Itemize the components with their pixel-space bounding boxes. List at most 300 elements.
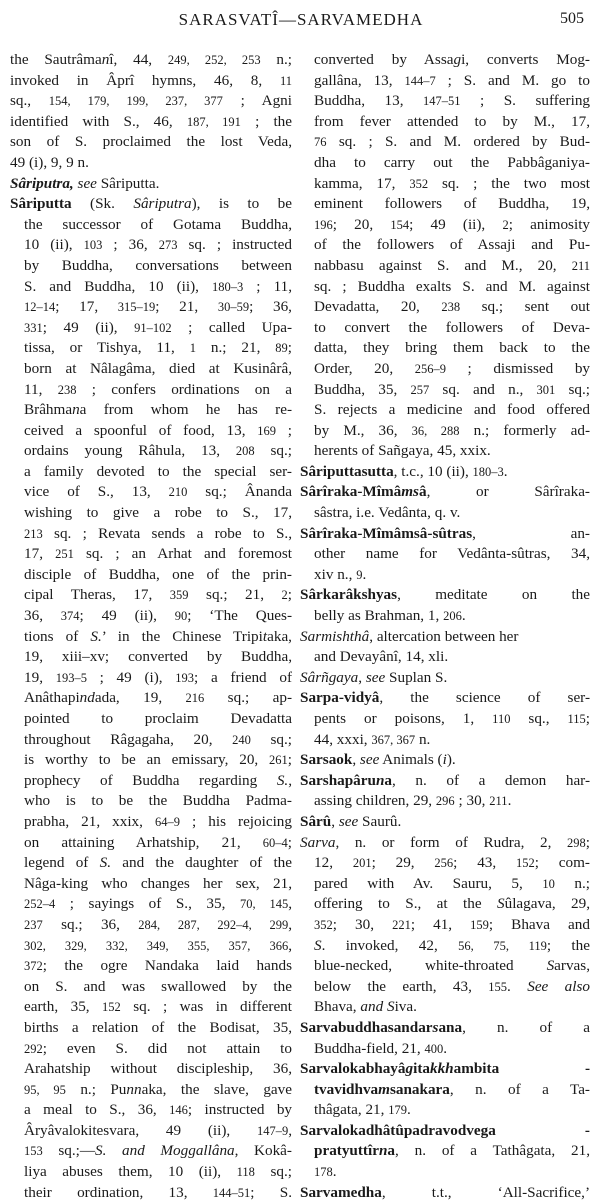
text-run: S. and Moggallâna	[95, 1142, 235, 1160]
text-run: , n. of a Tathâgata, 21,	[395, 1142, 590, 1160]
text-run: 249, 252, 253	[167, 53, 261, 67]
text-run: 36,	[24, 607, 61, 625]
index-line	[300, 1039, 590, 1060]
text-run: 10 (ii),	[24, 236, 84, 254]
text-run: vice of S., 13,	[24, 483, 169, 501]
text-run: Buddha, 13,	[314, 92, 424, 110]
text-run: kamma, 17,	[314, 174, 410, 192]
text-run: ; his rejoicing	[179, 812, 292, 830]
text-run: by Buddha, conversations between	[24, 256, 292, 274]
text-run: Order, 20,	[314, 359, 415, 377]
text-run: Sâriputra,	[10, 174, 74, 192]
text-run: 238	[57, 382, 77, 397]
text-run: 147–9	[256, 1123, 289, 1138]
index-line	[300, 524, 590, 545]
text-run: ; confers ordinations on a	[76, 380, 292, 398]
text-run: 359	[169, 588, 189, 603]
index-line	[300, 1059, 590, 1080]
text-run: 261	[269, 753, 288, 768]
text-run: .	[507, 977, 528, 995]
index-line	[300, 833, 590, 854]
text-run: 284, 287, 292–4, 299	[138, 917, 289, 932]
text-run: ana	[438, 1018, 463, 1036]
text-run: 301	[536, 382, 556, 397]
text-run: 153	[24, 1144, 43, 1159]
text-run: sâstra, i.e. Vedânta, q. v.	[314, 504, 461, 522]
text-run: 115	[567, 712, 586, 726]
text-run: .	[406, 1101, 411, 1119]
index-line	[10, 647, 292, 668]
text-run: Sârkarâkshyas	[300, 586, 398, 604]
text-run: 237	[24, 917, 43, 932]
text-run: 144–51	[212, 1185, 251, 1200]
index-line	[10, 524, 292, 545]
index-line	[300, 462, 590, 483]
index-line	[10, 1018, 292, 1039]
text-run: a	[384, 771, 393, 789]
text-run: ; 49 (ii),	[409, 215, 503, 233]
text-run: .	[443, 1039, 448, 1057]
text-run: 187, 191	[186, 114, 241, 129]
text-run: tions of	[24, 627, 91, 645]
text-run: 196	[314, 217, 333, 232]
index-line	[300, 1162, 590, 1183]
text-run: n.; 21,	[196, 339, 276, 357]
text-run: and Devayânî, 14, xli.	[314, 648, 449, 666]
text-run: ; com-	[534, 854, 590, 872]
text-run: , meditate on the	[397, 586, 590, 604]
text-run: 91–102	[134, 320, 172, 335]
text-run: Sârîraka-Mîmâmsâ-sûtras	[300, 524, 473, 542]
text-run: ms	[401, 483, 419, 501]
index-line	[10, 565, 292, 586]
text-run: ; the	[546, 936, 590, 954]
text-run: ; 49 (ii),	[79, 607, 175, 625]
text-run: 159	[470, 917, 489, 932]
text-run: sq.; ap-	[204, 689, 292, 707]
text-run: the successor of Gotama Buddha,	[24, 215, 292, 233]
index-line	[10, 132, 292, 153]
text-run: sq.,	[10, 92, 49, 110]
text-run: 56, 75, 119	[458, 938, 547, 953]
text-run: ñ	[321, 668, 329, 686]
index-line	[300, 853, 590, 874]
text-run: 152	[102, 1000, 121, 1015]
text-run: , n. of a Ta-	[449, 1080, 590, 1098]
text-run: 400	[424, 1041, 444, 1056]
index-line	[300, 668, 590, 689]
text-run: ,	[288, 936, 292, 954]
text-run: ; 49 (ii),	[42, 318, 135, 336]
index-line	[300, 956, 590, 977]
text-run: aka, the slave, gave	[141, 1080, 292, 1098]
text-run: 211	[489, 794, 508, 809]
text-run: .	[461, 607, 466, 625]
text-run: 144–7	[404, 73, 436, 88]
text-run: S. rejects a medicine and food offered	[314, 401, 590, 419]
index-line	[10, 482, 292, 503]
text-run: ,	[288, 771, 292, 789]
text-run: ; S. suffering	[460, 92, 590, 110]
index-line	[300, 812, 590, 833]
text-run: Sarmish	[300, 627, 350, 645]
index-line	[300, 482, 590, 503]
text-run: i, converts Mog-	[461, 51, 590, 68]
text-run: ;	[287, 751, 292, 769]
index-line	[300, 647, 590, 668]
text-run: 221	[392, 917, 411, 932]
text-run: 10	[542, 876, 555, 891]
text-run: the Sautrâma	[10, 51, 102, 68]
text-run: 374	[60, 609, 80, 624]
text-run: â	[418, 483, 427, 501]
index-line	[10, 359, 292, 380]
text-run: ; even S. did not attain to	[42, 1039, 292, 1057]
text-run: ;	[287, 833, 292, 851]
index-line	[300, 709, 590, 730]
text-run: sq. ; instructed	[177, 236, 292, 254]
text-run: Suplan S.	[385, 668, 448, 686]
text-run: .	[332, 1163, 337, 1181]
text-run: . invoked, 42,	[321, 936, 459, 954]
index-line	[10, 503, 292, 524]
text-run: gallâna, 13,	[314, 71, 405, 89]
text-run: ; animosity	[508, 215, 590, 233]
text-run: from fever attended to by M., 17,	[314, 112, 590, 130]
text-run: a family devoted to the special ser-	[24, 462, 292, 480]
index-line	[10, 380, 292, 401]
text-run: and the daughter of the	[111, 854, 292, 872]
index-line	[300, 894, 590, 915]
text-run: sq.; Ânanda	[187, 483, 292, 501]
text-run: 352	[314, 917, 333, 932]
index-line	[10, 874, 292, 895]
index-line	[10, 771, 292, 792]
text-run: g	[453, 51, 462, 68]
text-run: Brâhma	[24, 401, 73, 419]
text-run: ;	[276, 421, 292, 439]
text-run: sq. ; Revata sends a robe to S.,	[42, 524, 292, 542]
text-run: Nâga-king who changes her sex, 21,	[24, 874, 292, 892]
index-line	[10, 997, 292, 1018]
text-run: ,	[288, 895, 292, 913]
text-run: who is to be the Buddha Padma-	[24, 792, 292, 810]
index-line	[10, 1121, 292, 1142]
index-line	[10, 750, 292, 771]
text-run: sq. ; the two most	[428, 174, 590, 192]
text-run: sq.;—	[42, 1142, 96, 1160]
index-line	[300, 421, 590, 442]
text-run: sq.; 36,	[42, 915, 139, 933]
index-line	[10, 936, 292, 957]
index-line	[10, 215, 292, 236]
text-run: sq.;	[250, 730, 292, 748]
text-run: see	[365, 668, 386, 686]
index-line	[300, 153, 590, 174]
text-run: Buddha-field, 21,	[314, 1039, 425, 1057]
text-run: See also	[527, 977, 590, 995]
text-run: 208	[235, 444, 255, 459]
text-run: ; S.	[250, 1183, 292, 1201]
index-line	[10, 544, 292, 565]
index-line	[10, 730, 292, 751]
text-run: a meal to S., 36,	[24, 1101, 170, 1119]
text-run: , an-	[472, 524, 590, 542]
text-run: invoked in Âprî hymns, 46, 8,	[10, 71, 280, 89]
index-line	[300, 132, 590, 153]
index-line	[300, 277, 590, 298]
text-run: .	[503, 462, 508, 480]
text-run: g	[405, 1060, 414, 1078]
text-run: ; sayings of S., 35,	[55, 895, 240, 913]
text-run: wishing to give a robe to S., 17,	[24, 504, 292, 522]
text-run: t	[262, 627, 268, 645]
text-run: see	[338, 812, 359, 830]
text-run: ; 30,	[454, 792, 490, 810]
text-run: ; 30,	[332, 915, 393, 933]
text-run: ;	[585, 710, 590, 727]
text-run: 110	[492, 712, 511, 726]
index-line	[10, 194, 292, 215]
text-run: iva.	[394, 998, 417, 1016]
index-line	[10, 153, 292, 174]
text-run: 367, 367	[371, 732, 416, 747]
text-run: ; 49 (i),	[86, 668, 176, 686]
text-run: on S. and was swallowed by the	[24, 977, 292, 995]
text-run: Anâthapi	[24, 689, 80, 707]
text-run: Bhava,	[314, 998, 361, 1016]
page-header	[0, 8, 602, 34]
text-run: , t.c., 10 (ii),	[393, 462, 473, 480]
index-line	[300, 50, 590, 71]
text-run: 238	[441, 300, 461, 315]
index-line	[300, 688, 590, 709]
text-run: 256–9	[414, 361, 446, 376]
text-run: 2	[502, 217, 509, 232]
text-run: ; ‘The Ques-	[187, 607, 292, 625]
index-line	[10, 174, 292, 195]
text-run: ; S. and M. go to	[435, 71, 590, 89]
text-run: identified with S., 46,	[10, 112, 187, 130]
text-run: sq.;	[254, 1163, 292, 1181]
index-line	[10, 50, 292, 71]
text-run: Âryâvalokitesvara, 49 (ii),	[24, 1121, 257, 1139]
text-run: a	[387, 1142, 396, 1160]
text-run: 296	[435, 794, 455, 809]
index-line	[300, 380, 590, 401]
text-run: n.; Pu	[65, 1080, 127, 1098]
text-run: ’ in the Chinese Tripi	[101, 627, 263, 645]
text-run: 90	[174, 609, 188, 624]
index-line	[10, 1059, 292, 1080]
text-run: 256	[434, 856, 454, 871]
index-line	[10, 112, 292, 133]
text-run: ; the ogre Nandaka laid hands	[42, 957, 292, 975]
index-line	[300, 503, 590, 524]
text-run: ûlagava, 29,	[504, 895, 590, 913]
index-line	[10, 1080, 292, 1101]
index-line	[10, 297, 292, 318]
index-line	[300, 174, 590, 195]
text-run: their ordination, 13,	[24, 1183, 213, 1201]
index-line	[300, 1183, 590, 1203]
index-line	[300, 215, 590, 236]
text-run: Buddha, 35,	[314, 380, 411, 398]
text-run: , the science of ser-	[379, 689, 590, 707]
index-line	[10, 894, 292, 915]
text-run: and	[360, 998, 384, 1016]
text-run: 302, 329, 332, 349, 355, 357, 366	[24, 938, 289, 953]
text-run: eminent followers of Buddha, 19,	[314, 195, 590, 213]
text-run: 180–3	[472, 464, 504, 479]
index-line	[10, 688, 292, 709]
index-line	[300, 256, 590, 277]
index-line	[300, 544, 590, 565]
text-run: 292	[24, 1041, 43, 1056]
text-run: S	[386, 998, 395, 1016]
text-run: offering to S., at the	[314, 895, 497, 913]
index-line	[10, 812, 292, 833]
text-run: 372	[24, 959, 43, 974]
index-line	[10, 421, 292, 442]
text-run: 298	[567, 835, 586, 850]
index-line	[10, 338, 292, 359]
text-run: , n. of a demon har-	[392, 771, 590, 789]
text-run: converted by Assa	[314, 51, 454, 68]
text-run: sq.,	[510, 710, 568, 727]
text-run: (Sk.	[71, 195, 134, 213]
text-run: ; 36,	[102, 236, 159, 254]
text-run: thâgata, 21,	[314, 1101, 389, 1119]
text-run: 154	[390, 217, 410, 232]
text-run: Sarvabuddhasandar	[300, 1018, 433, 1036]
text-run: 30–59	[217, 300, 250, 315]
text-run: 155	[488, 979, 508, 994]
text-run: see	[359, 751, 380, 769]
text-run: ; 11,	[243, 277, 292, 295]
index-line	[300, 997, 590, 1018]
text-run: nabbasu against S. and M., 20,	[314, 256, 572, 274]
text-run: arvas,	[554, 957, 590, 975]
text-run: nn	[126, 1080, 142, 1098]
index-line	[300, 750, 590, 771]
text-run: sq. ; S. and M. ordered by Bud-	[326, 133, 590, 151]
index-line	[300, 730, 590, 751]
text-run: belly as Brahman, 1,	[314, 607, 444, 625]
text-run: 179	[388, 1103, 407, 1118]
index-line	[10, 1141, 292, 1162]
index-line	[10, 277, 292, 298]
text-run: S	[497, 895, 505, 913]
text-run: ; Agni	[222, 92, 292, 110]
text-run: sq.; 21,	[188, 586, 282, 604]
text-run: 17,	[24, 545, 56, 563]
text-run: Sâr	[300, 668, 322, 686]
text-run: S.	[276, 771, 289, 789]
text-run: ambita -	[453, 1060, 590, 1078]
text-run: below the earth, 43,	[314, 977, 489, 995]
index-line	[300, 1018, 590, 1039]
text-run: Sarsaok	[300, 751, 353, 769]
text-run: ,	[288, 915, 292, 933]
index-line	[10, 71, 292, 92]
index-line	[300, 71, 590, 92]
text-run: 213	[24, 526, 43, 541]
text-run: Sarshapâru	[300, 771, 376, 789]
text-run: th	[349, 627, 362, 645]
text-run: ; dismissed by	[445, 359, 590, 377]
text-run: ada, 19,	[94, 689, 186, 707]
text-run: ;	[287, 339, 292, 357]
index-line	[10, 318, 292, 339]
text-run: , n. or form of Rudra, 2,	[335, 833, 568, 851]
text-run: see	[77, 174, 97, 192]
text-run: 11	[279, 73, 292, 88]
index-line	[300, 1080, 590, 1101]
text-run: ), is to be	[191, 195, 292, 213]
text-run: 180–3	[212, 279, 244, 294]
index-line	[10, 441, 292, 462]
text-run: ,	[358, 668, 366, 686]
text-run: ; 43,	[453, 854, 516, 872]
text-run: ,	[331, 812, 339, 830]
text-run: 89	[275, 341, 288, 356]
text-run: 193–5	[55, 670, 87, 685]
text-run: sq. ; was in different	[120, 998, 292, 1016]
text-run: S	[314, 936, 322, 954]
text-run: Sâriputta.	[96, 174, 160, 192]
text-run: 1	[189, 341, 196, 356]
text-run: 257	[410, 382, 430, 397]
index-line	[300, 359, 590, 380]
index-line	[10, 1162, 292, 1183]
text-run: ceived a spoonful of food, 13,	[24, 421, 258, 439]
text-run: Animals (	[379, 751, 443, 769]
text-run: 154, 179, 199, 237, 377	[48, 94, 223, 109]
text-run: n.;	[554, 874, 590, 892]
text-run: 216	[185, 691, 205, 706]
text-run: î, 44,	[109, 51, 168, 68]
text-run: dha to carry out the Pabbâganiya-	[314, 153, 590, 171]
text-run: 95, 95	[24, 1082, 66, 1097]
index-line	[10, 915, 292, 936]
text-run: sq.;	[555, 380, 590, 398]
text-run: gaya	[328, 668, 359, 686]
index-line	[10, 977, 292, 998]
text-run: Sarvalokabhayâ	[300, 1060, 406, 1078]
text-run: Sârîraka-Mîmâ	[300, 483, 402, 501]
text-run: n	[378, 1142, 388, 1160]
index-line	[300, 915, 590, 936]
index-line	[10, 833, 292, 854]
text-run: ;	[585, 833, 590, 851]
text-run: kkh	[429, 1060, 454, 1078]
text-run: Saurû.	[358, 812, 402, 830]
text-run: S.	[90, 627, 102, 645]
index-line	[300, 235, 590, 256]
text-run: , n. of a	[462, 1018, 590, 1036]
text-run: Arahatship without discipleship, 36,	[24, 1060, 292, 1078]
index-line	[300, 771, 590, 792]
index-line	[300, 1100, 590, 1121]
text-run: 211	[571, 258, 590, 273]
text-run: Sâriputra	[133, 195, 192, 213]
text-run: sq. and n.,	[429, 380, 537, 398]
text-run: births a relation of the Bodisat, 35,	[24, 1018, 292, 1036]
text-run: 146	[169, 1103, 188, 1118]
index-line	[300, 874, 590, 895]
text-run: n.	[415, 730, 431, 748]
